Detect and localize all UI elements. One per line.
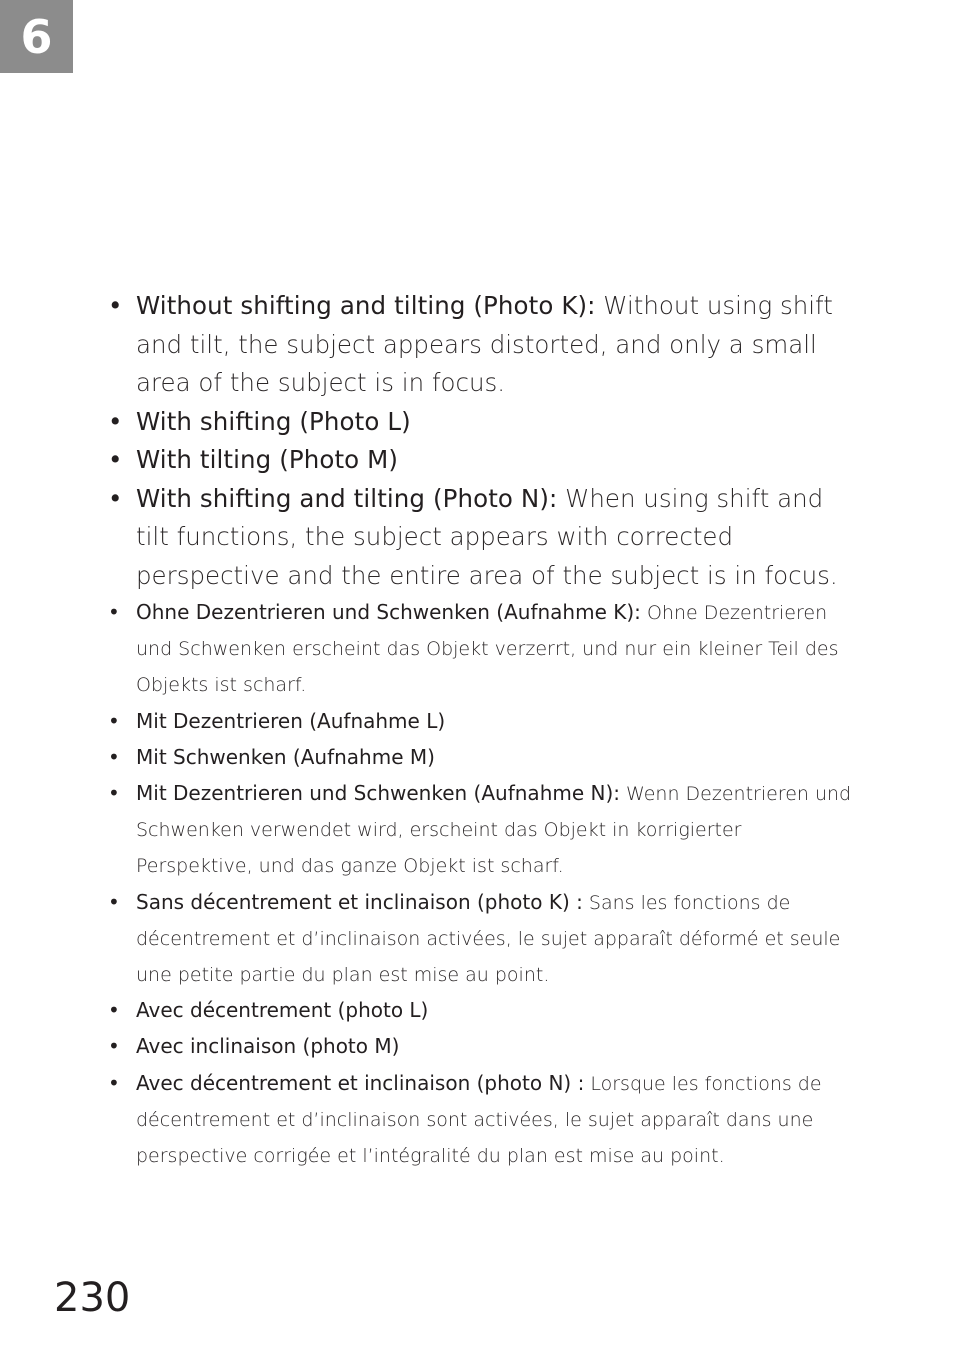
bullet-icon: • [108, 483, 123, 513]
bullet-icon: • [108, 445, 123, 474]
german-list [108, 595, 853, 885]
list-item: • Avec inclinaison (photo M) [108, 1029, 853, 1065]
bullet-icon: • [108, 889, 120, 914]
list-item: • Sans décentrement et inclinaison (photo K) : Sans les fonctions de décentrement et d’inclinaison activées, le sujet apparaît déformé et seule une petite partie du plan est mise au point. [108, 885, 853, 994]
list-item: • Without shifting and tilting (Photo K): Without using shift and tilt, the subject appears distorted, and only a small area of the subject is in focus. [108, 287, 853, 403]
list-item: • Ohne Dezentrieren und Schwenken (Aufnahme K): Ohne Dezentrieren und Schwenken erscheint das Objekt verzerrt, und nur ein kleiner Teil des Objekts ist scharf. [108, 595, 853, 704]
bullet-icon: • [108, 1070, 120, 1095]
bullet-icon: • [108, 708, 120, 733]
bullet-icon: • [108, 1034, 120, 1059]
list-item: • With tilting (Photo M) [108, 441, 853, 480]
bullet-icon: • [108, 600, 120, 624]
list-item: • With shifting and tilting (Photo N): When using shift and tilt functions, the subject appears with corrected perspective and the entire area of the subject is in focus. [108, 480, 853, 596]
bullet-icon: • [108, 781, 120, 806]
bullet-icon: • [108, 406, 123, 436]
bullet-icon: • [108, 291, 123, 320]
page-number: 230 [54, 1275, 131, 1321]
list-item: • With shifting (Photo L) [108, 403, 853, 442]
english-list [108, 287, 853, 595]
french-list [108, 885, 853, 1175]
list-item: • Mit Dezentrieren und Schwenken (Aufnahme N): Wenn Dezentrieren und Schwenken verwendet wird, erscheint das Objekt in korrigierter Perspektive, und das ganze Objekt ist scharf. [108, 776, 853, 885]
list-item: • Avec décentrement et inclinaison (photo N) : Lorsque les fonctions de décentrement et d’inclinaison sont activées, le sujet apparaît dans une perspective corrigée et l’intégralité du plan est mise au point. [108, 1066, 853, 1175]
bullet-icon: • [108, 998, 120, 1023]
bullet-icon: • [108, 744, 120, 769]
page-content [108, 287, 853, 1174]
list-item: • Mit Schwenken (Aufnahme M) [108, 740, 853, 776]
chapter-tab: 6 [0, 0, 73, 73]
list-item: • Avec décentrement (photo L) [108, 993, 853, 1029]
list-item: • Mit Dezentrieren (Aufnahme L) [108, 704, 853, 740]
